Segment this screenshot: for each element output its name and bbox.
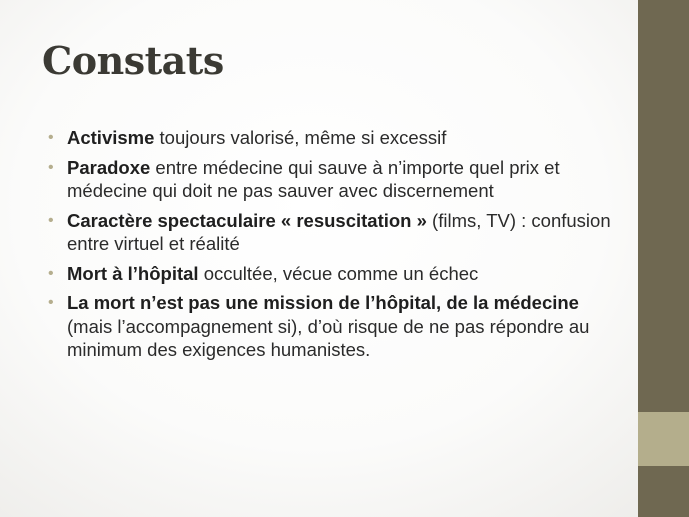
bullet-body: toujours valorisé, même si excessif xyxy=(154,127,447,148)
bullet-body: (mais l’accompagnement si), d’où risque de ne pas répondre au minimum des exigences humanistes. xyxy=(67,315,590,360)
side-decoration-accent xyxy=(638,412,689,466)
bullet-text xyxy=(67,263,478,284)
bullet-dot-icon: • xyxy=(48,211,54,229)
bullet-item xyxy=(46,156,616,203)
bullet-text xyxy=(67,210,611,255)
bullet-text xyxy=(67,292,589,360)
bullet-item xyxy=(46,126,616,150)
bullet-dot-icon: • xyxy=(48,129,54,146)
bullet-text xyxy=(67,127,446,148)
bullet-text xyxy=(67,157,560,202)
bullet-dot-icon: • xyxy=(48,264,54,282)
bullet-body: entre médecine qui sauve à n’importe quel prix et médecine qui doit ne pas sauver avec discernement xyxy=(67,156,560,201)
bullet-bold-term: Paradoxe xyxy=(67,156,151,178)
bullet-item xyxy=(46,209,616,256)
bullet-body: (films, TV) : confusion entre virtuel et réalité xyxy=(67,209,611,254)
bullet-item xyxy=(46,262,616,286)
bullet-item xyxy=(46,291,616,362)
bullet-body: occultée, vécue comme un échec xyxy=(198,262,479,284)
slide-title: Constats xyxy=(42,38,224,83)
bullet-bold-term: Activisme xyxy=(67,127,155,148)
bullet-bold-term: Caractère spectaculaire « resuscitation » xyxy=(67,209,427,231)
bullet-bold-term: La mort n’est pas une mission de l’hôpital, de la médecine xyxy=(67,292,579,313)
bullet-bold-term: Mort à l’hôpital xyxy=(67,262,199,284)
bullet-dot-icon: • xyxy=(48,294,54,311)
bullet-dot-icon: • xyxy=(48,158,54,176)
bullet-list xyxy=(46,126,616,368)
